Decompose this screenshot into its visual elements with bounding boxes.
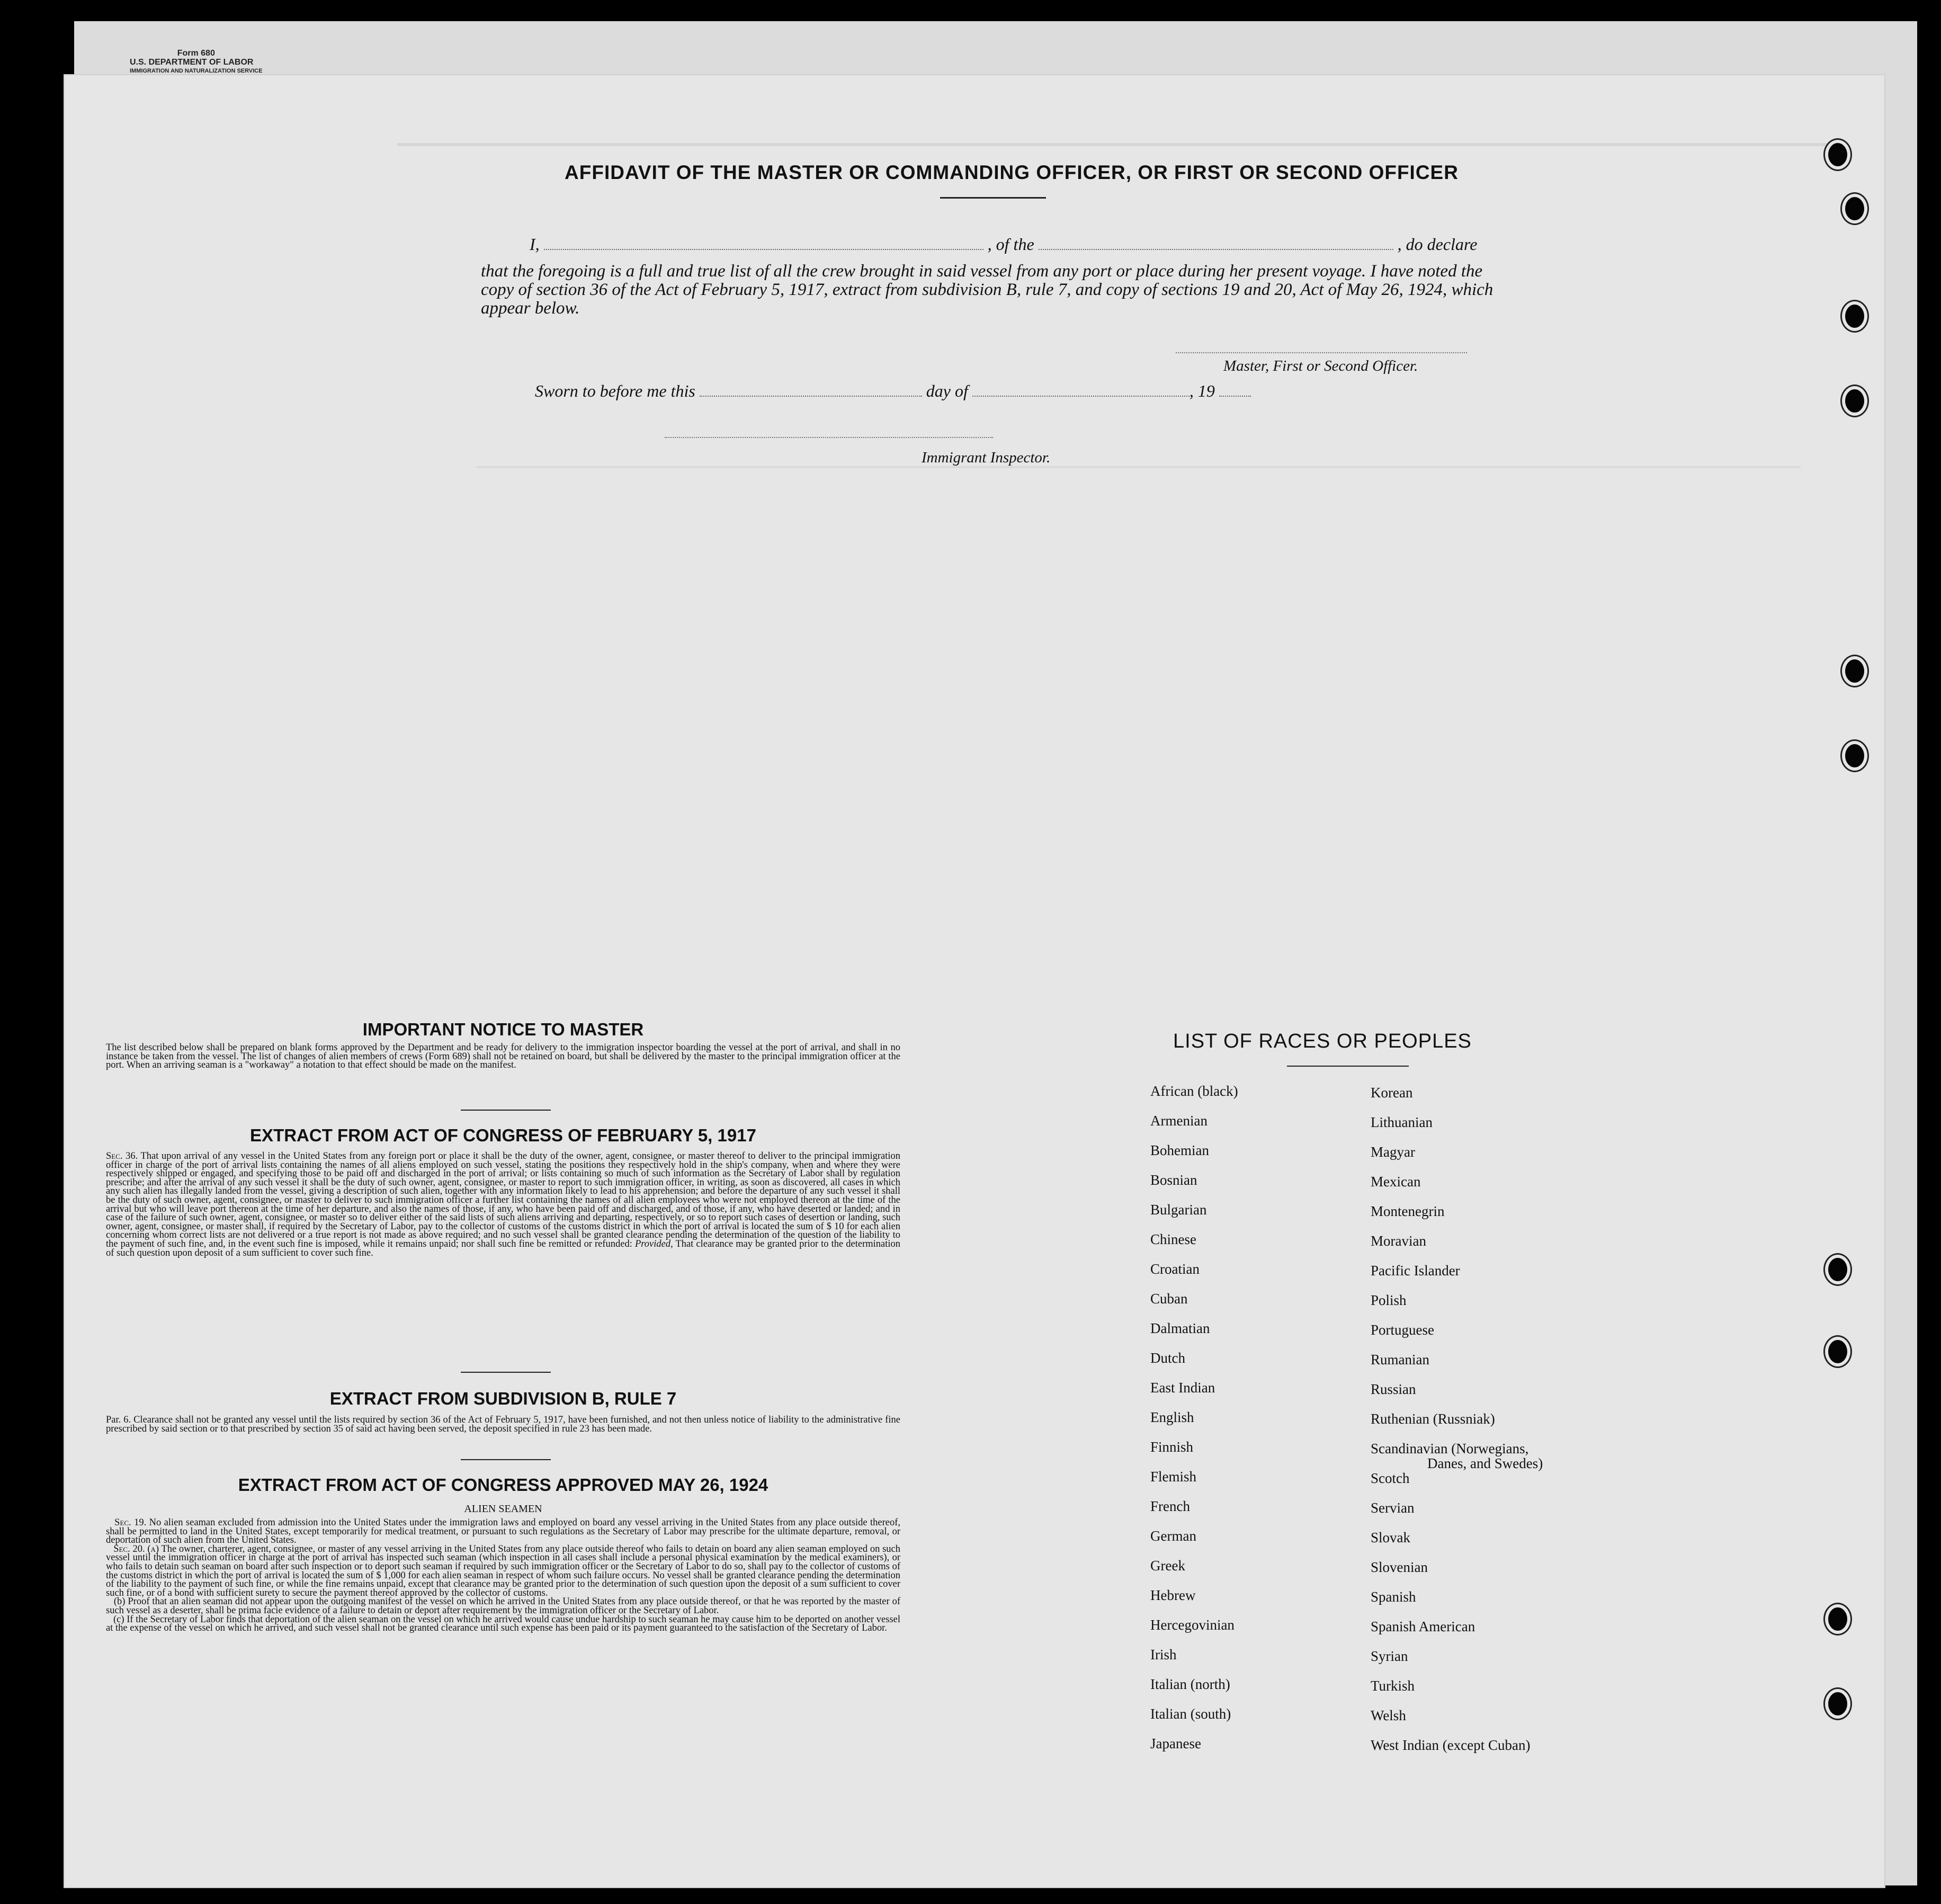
- race-item: Moravian: [1371, 1233, 1426, 1249]
- extract-1924-body: [106, 1518, 900, 1633]
- race-item: Syrian: [1371, 1648, 1408, 1664]
- notice-body: The list described below shall be prepared on blank forms approved by the Department and be ready for delivery to the immigration inspector boarding the vessel at the port of arrival, and shall in no instance be taken from the vessel. The list of changes of alien members of crews (Form 689) shall not be retained on board, but shall be delivered by the master to the principal immigration officer at the port. When an arriving seaman is a "workaway" a notation to that effect should be made on the manifest.: [106, 1042, 900, 1071]
- race-item: West Indian (except Cuban): [1371, 1737, 1531, 1753]
- race-item: Dutch: [1150, 1350, 1185, 1366]
- race-item: Portuguese: [1371, 1322, 1434, 1338]
- sec20c-text: If the Secretary of Labor finds that deportation of the alien seaman on the vessel on which he arrived would cause undue hardship to such seaman he may cause him to be deported on another vessel at the expense of the vessel on which he arrived, and such vessel shall not be granted clearance until such expense has been paid or its payment guaranteed to the satisfaction of the Secretary of Labor.: [106, 1614, 901, 1634]
- sworn-label: Sworn to before me this: [535, 381, 695, 400]
- race-item: Flemish: [1150, 1469, 1197, 1485]
- sworn-day-field[interactable]: [700, 396, 922, 397]
- i-label: I,: [530, 235, 540, 254]
- race-item: Spanish: [1371, 1589, 1416, 1605]
- race-item: Italian (north): [1150, 1676, 1230, 1692]
- punch-hole: [1845, 389, 1864, 413]
- declarant-name-field[interactable]: [544, 249, 983, 250]
- sec20c-label: (c): [113, 1614, 124, 1625]
- extract-1917-title: EXTRACT FROM ACT OF CONGRESS OF FEBRUARY 5, 1917: [250, 1125, 756, 1145]
- sworn-month-field[interactable]: [972, 396, 1189, 397]
- day-of-label: day of: [926, 381, 968, 400]
- race-item: Irish: [1150, 1647, 1177, 1662]
- form-number: Form 680: [177, 49, 215, 58]
- notice-title: IMPORTANT NOTICE TO MASTER: [362, 1020, 644, 1039]
- race-item: Mexican: [1371, 1174, 1421, 1190]
- sec20-label: Sec. 20. (a): [113, 1543, 159, 1554]
- service-name: IMMIGRATION AND NATURALIZATION SERVICE: [130, 68, 263, 74]
- race-item: Japanese: [1150, 1736, 1201, 1751]
- year-prefix: , 19: [1189, 381, 1215, 400]
- race-item: Slovak: [1371, 1530, 1411, 1545]
- form-header: [130, 49, 263, 76]
- race-item: East Indian: [1150, 1380, 1215, 1396]
- race-item: Bulgarian: [1150, 1202, 1207, 1218]
- race-item: Montenegrin: [1371, 1203, 1445, 1219]
- master-caption: Master, First or Second Officer.: [1223, 357, 1418, 374]
- race-item: Pacific Islander: [1371, 1263, 1460, 1279]
- affidavit-title: AFFIDAVIT OF THE MASTER OR COMMANDING OFFICER, OR FIRST OR SECOND OFFICER: [565, 162, 1459, 183]
- race-item: Russian: [1371, 1381, 1416, 1397]
- master-signature-line[interactable]: [1176, 352, 1467, 353]
- punch-hole: [1828, 1340, 1847, 1363]
- race-item: Greek: [1150, 1558, 1185, 1574]
- race-item: French: [1150, 1498, 1190, 1514]
- punch-hole: [1828, 143, 1847, 166]
- race-item: Bohemian: [1150, 1142, 1209, 1158]
- extract-1917-body: [106, 1152, 900, 1257]
- punch-hole: [1828, 1258, 1847, 1281]
- race-item: Croatian: [1150, 1261, 1200, 1277]
- race-item: Slovenian: [1371, 1559, 1428, 1575]
- sec20b-text: Proof that an alien seaman did not appear upon the outgoing manifest of the vessel on which he arrived in the United States from any place outside thereof, or that he was reported by the master of such vessel as a deserter, shall be prima facie evidence of a failure to detain or deport after requirement by the immigration officer or the Secretary of Labor.: [106, 1596, 901, 1616]
- race-item: Scandinavian (Norwegians,: [1371, 1441, 1529, 1456]
- race-item: African (black): [1150, 1083, 1238, 1099]
- race-item: Dalmatian: [1150, 1320, 1210, 1336]
- race-item: Lithuanian: [1371, 1114, 1433, 1130]
- alien-seamen-subtitle: ALIEN SEAMEN: [464, 1503, 542, 1515]
- proviso-text: That clearance may be granted prior to the determination of such question upon deposit of a sum sufficient to cover such fine.: [106, 1238, 900, 1258]
- vessel-name-field[interactable]: [1039, 249, 1393, 250]
- extract-1924-title: EXTRACT FROM ACT OF CONGRESS APPROVED MAY 26, 1924: [238, 1475, 768, 1495]
- proviso-word: Provided,: [634, 1238, 673, 1249]
- punch-hole: [1845, 305, 1864, 328]
- sec36-label: Sec. 36.: [106, 1151, 138, 1161]
- title-underline: [940, 197, 1046, 199]
- of-the-label: , of the: [987, 235, 1034, 254]
- inspector-signature-line[interactable]: [665, 437, 993, 438]
- bleed-through-rule: [397, 143, 1827, 146]
- extract-rule7-body: Par. 6. Clearance shall not be granted any vessel until the lists required by section 36 of the Act of February 5, 1917, have been furnished, and not then unless notice of liability to the administrative fine prescribed by said section or to that prescribed by section 35 of said act having been served, the deposit specified in rule 23 has been made.: [106, 1415, 900, 1434]
- race-item: Armenian: [1150, 1113, 1207, 1129]
- race-item: German: [1150, 1528, 1196, 1544]
- sec19-label: Sec. 19.: [114, 1517, 147, 1528]
- punch-hole: [1845, 197, 1864, 220]
- section-divider: [461, 1459, 551, 1460]
- punch-hole: [1845, 744, 1864, 767]
- races-title-underline: [1287, 1066, 1409, 1067]
- race-item: Hebrew: [1150, 1587, 1196, 1603]
- race-item: Hercegovinian: [1150, 1617, 1235, 1633]
- sworn-line: [535, 381, 1329, 401]
- sec20b-label: (b): [113, 1596, 126, 1607]
- punch-hole: [1828, 1607, 1847, 1631]
- sworn-year-field[interactable]: [1219, 396, 1251, 397]
- bleed-through-rule: [477, 466, 1801, 468]
- race-item: Polish: [1371, 1292, 1407, 1308]
- section-divider: [461, 1110, 551, 1111]
- declaration-text: that the foregoing is a full and true list of all the crew brought in said vessel from any port or place during her present voyage. I have noted the copy of section 36 of the Act of February 5, 1917, extract from subdivision B, rule 7, and copy of sections 19 and 20, Act of May 26, 1924, which appear below.: [481, 262, 1493, 318]
- race-item: Finnish: [1150, 1439, 1194, 1455]
- race-item: Korean: [1371, 1085, 1413, 1101]
- race-item: Ruthenian (Russniak): [1371, 1411, 1495, 1427]
- do-declare-label: , do declare: [1397, 235, 1478, 254]
- race-item: Spanish American: [1371, 1619, 1475, 1634]
- race-item: Italian (south): [1150, 1706, 1231, 1722]
- punch-hole: [1828, 1692, 1847, 1715]
- race-item: Magyar: [1371, 1144, 1415, 1160]
- race-item: Bosnian: [1150, 1172, 1197, 1188]
- section-divider: [461, 1372, 551, 1373]
- race-item: Danes, and Swedes): [1427, 1455, 1543, 1471]
- race-item: Cuban: [1150, 1291, 1188, 1307]
- races-title: LIST OF RACES OR PEOPLES: [1173, 1030, 1472, 1052]
- race-item: Rumanian: [1371, 1352, 1429, 1367]
- race-item: English: [1150, 1409, 1194, 1425]
- department-name: U.S. DEPARTMENT OF LABOR: [130, 58, 254, 67]
- race-item: Welsh: [1371, 1708, 1406, 1723]
- race-item: Servian: [1371, 1500, 1415, 1516]
- sec36-text: That upon arrival of any vessel in the United States from any foreign port or place it shall be the duty of the owner, agent, consignee, or master thereof to deliver to the principal immigration officer in charge of the port of arrival lists containing the names of all aliens employed on such vessel, stating the positions they respectively hold in the ship's company, when and where they were respectively shipped or engaged, and specifying those to be paid off and discharged in the port of arrival; or lists containing so much of such information as the Secretary of Labor shall by regulation prescribe; and after the arrival of any such vessel it shall be the duty of such owner, agent, consignee, or master to report to such immigration officer, in writing, as soon as discovered, all cases in which any such alien has illegally landed from the vessel, giving a description of such alien, together with any information likely to lead to his apprehension; and before the departure of any such vessel it shall be the duty of such owner, agent, consignee, or master to deliver to such immigration officer a further list containing the names of all alien employees who were not employed thereon at the time of the arrival but who will leave port thereon at the time of her departure, and also the names of those, if any, who have been paid off and discharged, and of those, if any, who have deserted or landed; and in case of the failure of such owner, agent, consignee, or master so to deliver either of the said lists of such aliens arriving and departing, respectively, or so to report such cases of desertion or landing, such owner, agent, consignee, or master shall, if required by the Secretary of Labor, pay to the collector of customs of the customs district in which the port of arrival is located the sum of $ 10 for each alien concerning whom correct lists are not delivered or a true report is not made as above required; and no such vessel shall be granted clearance pending the determination of the question of the liability to the payment of such fine, and, in the event such fine is imposed, while it remains unpaid; nor shall such fine be remitted or refunded:: [106, 1151, 900, 1249]
- punch-hole: [1845, 659, 1864, 683]
- extract-rule7-title: EXTRACT FROM SUBDIVISION B, RULE 7: [329, 1389, 677, 1408]
- sec20a-text: The owner, charterer, agent, consignee, or master of any vessel arriving in the United States from any place outside thereof who fails to detain on board any alien seaman employed on such vessel until the immigration officer in charge at the port of arrival has inspected such seaman (which inspection in all cases shall include a personal physical examination by the medical examiners), or who fails to detain such seaman on board after such inspection or to deport such seaman if required by such immigration officer or the Secretary of Labor to do so, shall pay to the collector of customs of the customs district in which the port of arrival is located the sum of $ 1,000 for each alien seaman in respect of whom such failure occurs. No vessel shall be granted clearance pending the determination of the liability to the payment of such fine, or while the fine remains unpaid, except that clearance may be granted prior to the determination of such question upon the deposit of a sum sufficient to cover such fine, or of a bond with sufficient surety to secure the payment thereof approved by the collector of customs.: [106, 1543, 900, 1598]
- race-item: Scotch: [1371, 1470, 1410, 1486]
- race-item: Turkish: [1371, 1678, 1415, 1694]
- sec19-text: No alien seaman excluded from admission into the United States under the immigration laws and employed on board any vessel arriving in the United States from any place outside thereof, shall be permitted to land in the United States, except temporarily for medical treatment, or pursuant to such regulations as the Secretary of Labor may prescribe for the ultimate departure, removal, or deportation of such alien from the United States.: [106, 1517, 901, 1546]
- race-item: Chinese: [1150, 1231, 1196, 1247]
- declarant-line: [530, 235, 1515, 254]
- inspector-caption: Immigrant Inspector.: [922, 449, 1051, 466]
